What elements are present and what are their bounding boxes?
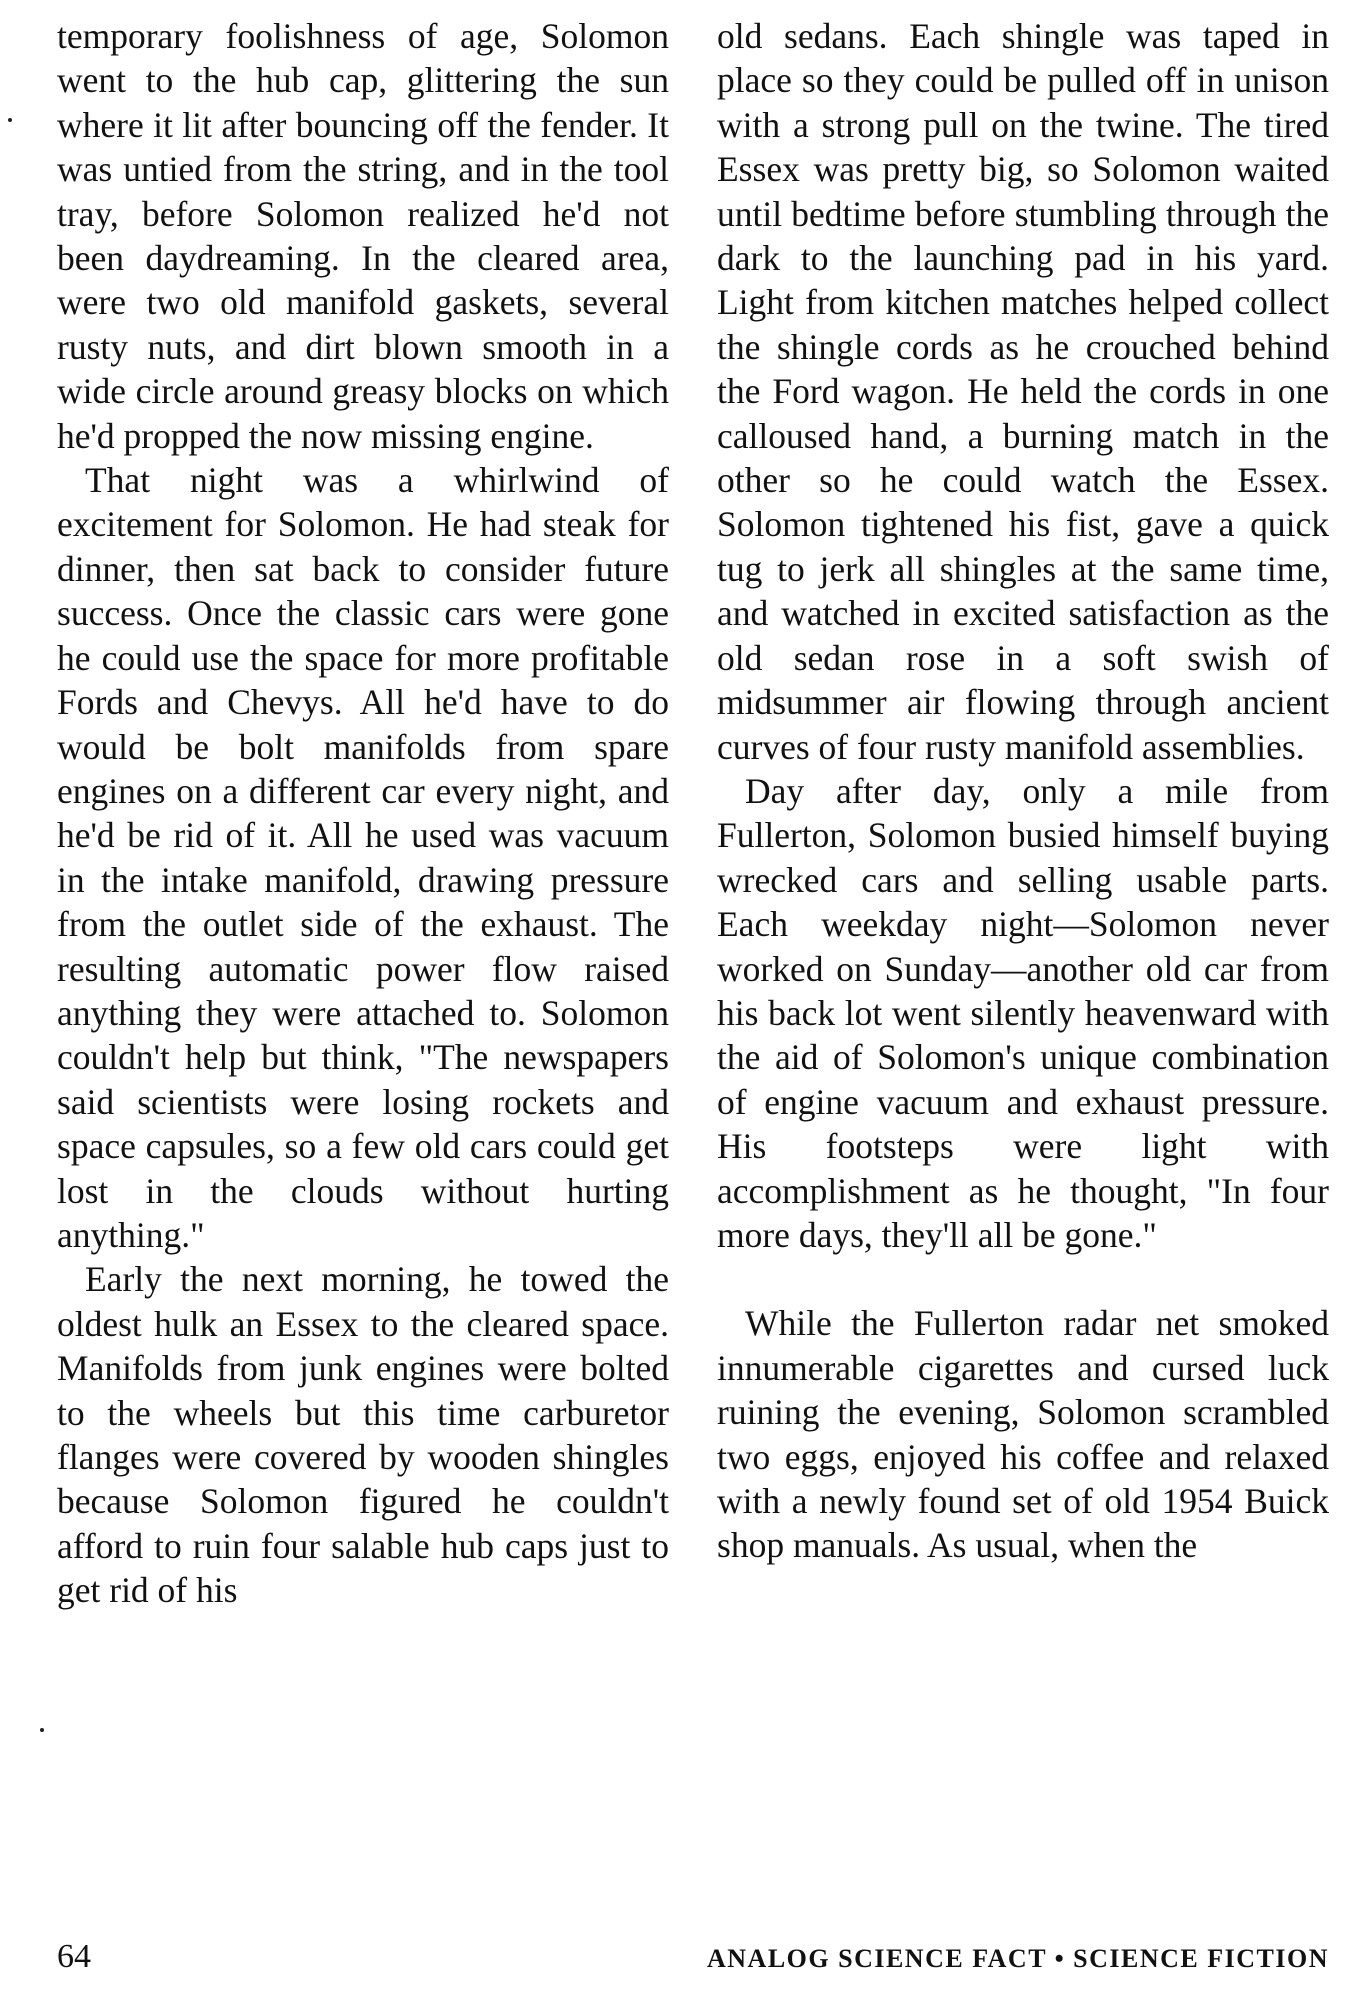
paragraph: While the Fullerton radar net smoked innumerable cigarettes and cursed luck ruining the evening, Solomon scrambled two eggs, enjoyed his coffee and relaxed with a newly found set of old 1954 Buick shop manuals. As usual, when the bbox=[717, 1303, 1329, 1566]
paragraph: Early the next morning, he towed the oldest hulk an Essex to the cleared space. Manifolds from junk engines were bolted to the wheels but this time carburetor flanges were covered by wooden shingles because Solomon figured he couldn't afford to ruin four salable hub caps just to get rid of his bbox=[57, 1259, 669, 1611]
paragraph: old sedans. Each shingle was taped in place so they could be pulled off in unison with a strong pull on the twine. The tired Essex was pretty big, so Solomon waited until bedtime before stumbling through the dark to the launching pad in his yard. Light from kitchen matches helped collect the shingle cords as he crouched behind the Ford wagon. He held the cords in one calloused hand, a burning match in the other so he could watch the Essex. Solomon tightened his fist, gave a quick tug to jerk all shingles at the same time, and watched in excited satisfaction as the old sedan rose in a soft swish of midsummer air flowing through ancient curves of four rusty manifold assemblies. bbox=[717, 16, 1329, 767]
print-speck bbox=[8, 118, 12, 122]
page-footer bbox=[57, 1935, 1329, 1979]
paragraph: Day after day, only a mile from Fullerton, Solomon busied himself buying wrecked cars and selling usable parts. Each weekday night—Solomon never worked on Sunday—another old car from his back lot went silently heavenward with the aid of Solomon's unique combination of engine vacuum and exhaust pressure. His footsteps were light with accomplishment as he thought, "In four more days, they'll all be gone." bbox=[717, 770, 1329, 1255]
paragraph: That night was a whirlwind of excitement for Solomon. He had steak for dinner, then sat back to consider future success. Once the classic cars were gone he could use the space for more profitable Fords and Chevys. All he'd have to do would be bolt manifolds from spare engines on a different car every night, and he'd be rid of it. All he used was vacuum in the intake manifold, drawing pressure from the outlet side of the exhaust. The resulting automatic power flow raised anything they were attached to. Solomon couldn't help but think, "The newspapers said scientists were losing rockets and space capsules, so a few old cars could get lost in the clouds without hurting anything." bbox=[57, 460, 669, 1255]
right-text-column bbox=[717, 14, 1329, 1568]
page-number: 64 bbox=[57, 1938, 91, 1975]
running-title: ANALOG SCIENCE FACT • SCIENCE FICTION bbox=[706, 1944, 1329, 1973]
print-speck bbox=[40, 1728, 44, 1732]
paragraph: temporary foolishness of age, Solomon went to the hub cap, glittering the sun where it lit after bouncing off the fender. It was untied from the string, and in the tool tray, before Solomon realized he'd not been daydreaming. In the cleared area, were two old manifold gaskets, several rusty nuts, and dirt blown smooth in a wide circle around greasy blocks on which he'd propped the now missing engine. bbox=[57, 16, 669, 456]
left-text-column bbox=[57, 14, 669, 1613]
